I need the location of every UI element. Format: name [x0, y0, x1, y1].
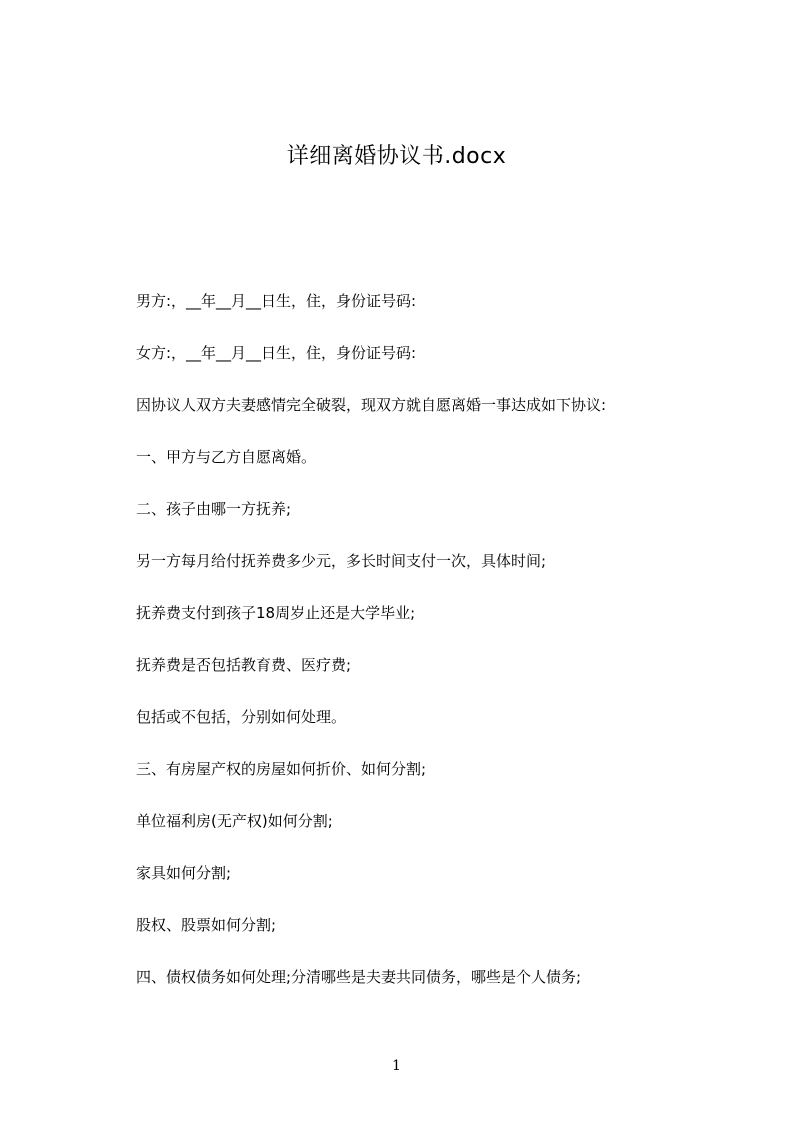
paragraph-stocks: 股权、股票如何分割;: [136, 916, 277, 934]
paragraph-clause-1: 一、甲方与乙方自愿离婚。: [136, 448, 317, 466]
paragraph-male-party: 男方:，__年__月__日生，住，身份证号码:: [136, 292, 417, 310]
paragraph-female-party: 女方:，__年__月__日生，住，身份证号码:: [136, 344, 417, 362]
paragraph-clause-2: 二、孩子由哪一方抚养;: [136, 500, 292, 518]
paragraph-support-duration: 抚养费支付到孩子18周岁止还是大学毕业;: [136, 604, 416, 622]
paragraph-welfare-housing: 单位福利房(无产权)如何分割;: [136, 812, 333, 830]
paragraph-preamble: 因协议人双方夫妻感情完全破裂，现双方就自愿离婚一事达成如下协议:: [136, 396, 607, 414]
paragraph-furniture: 家具如何分割;: [136, 864, 232, 882]
document-title: 详细离婚协议书.docx: [286, 144, 507, 169]
paragraph-support-handling: 包括或不包括，分别如何处理。: [136, 708, 347, 726]
paragraph-clause-4: 四、债权债务如何处理;分清哪些是夫妻共同债务，哪些是个人债务;: [136, 968, 582, 986]
paragraph-clause-3: 三、有房屋产权的房屋如何折价、如何分割;: [136, 760, 427, 778]
paragraph-support-payment: 另一方每月给付抚养费多少元，多长时间支付一次，具体时间;: [136, 552, 547, 570]
document-body: [136, 289, 676, 1017]
page-number: 1: [392, 1058, 401, 1074]
paragraph-support-scope: 抚养费是否包括教育费、医疗费;: [136, 656, 352, 674]
